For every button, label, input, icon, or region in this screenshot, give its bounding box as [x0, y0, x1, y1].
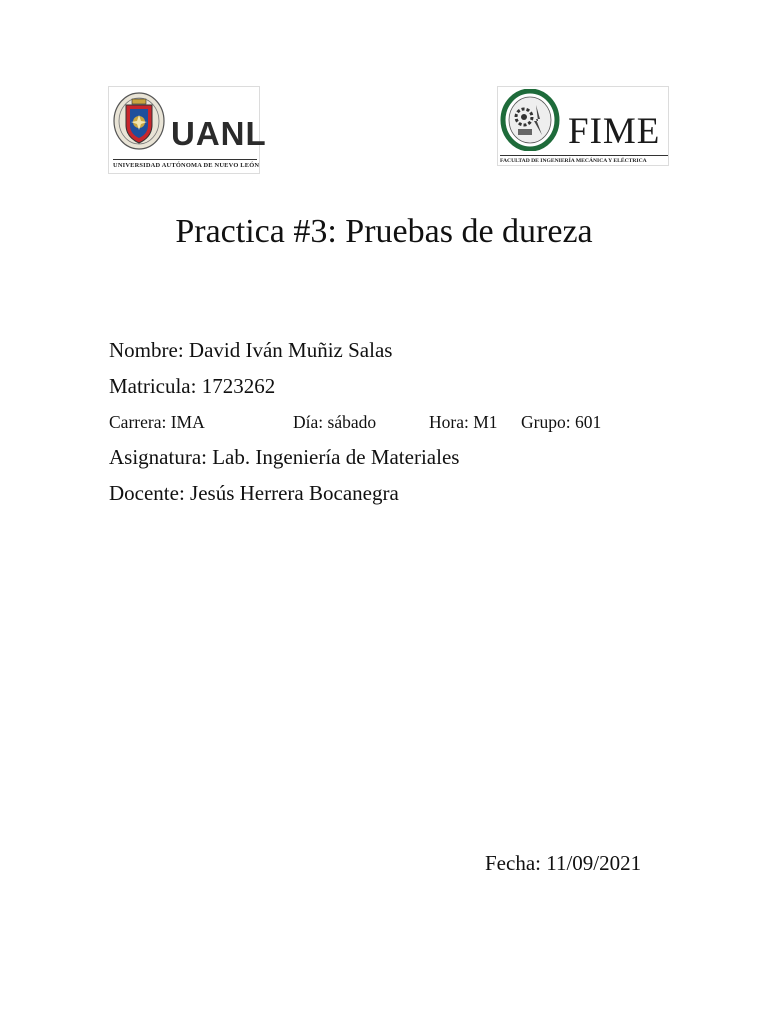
fime-logo — [497, 86, 669, 166]
grupo-field: Grupo: 601 — [521, 412, 602, 432]
uanl-shield-icon — [112, 91, 166, 155]
asignatura-line: Asignatura: Lab. Ingeniería de Materiales — [109, 445, 460, 469]
uanl-subtitle: UNIVERSIDAD AUTÓNOMA DE NUEVO LEÓN — [113, 159, 257, 169]
fime-subtitle: FACULTAD DE INGENIERÍA MECÁNICA Y ELÉCTRICA — [500, 155, 668, 164]
matricula-line: Matricula: 1723262 — [109, 374, 276, 398]
hora-field: Hora: M1 — [429, 412, 498, 432]
fime-gear-seal-icon — [500, 89, 560, 151]
uanl-wordmark: UANL — [171, 115, 267, 152]
dia-field: Día: sábado — [293, 412, 377, 432]
fime-wordmark: FIME — [568, 111, 661, 152]
docente-line: Docente: Jesús Herrera Bocanegra — [109, 481, 399, 505]
document-title: Practica #3: Pruebas de dureza — [175, 213, 593, 250]
nombre-line: Nombre: David Iván Muñiz Salas — [109, 338, 393, 362]
carrera-field: Carrera: IMA — [109, 412, 205, 432]
uanl-logo — [108, 86, 267, 174]
fecha-line: Fecha: 11/09/2021 — [485, 851, 642, 875]
